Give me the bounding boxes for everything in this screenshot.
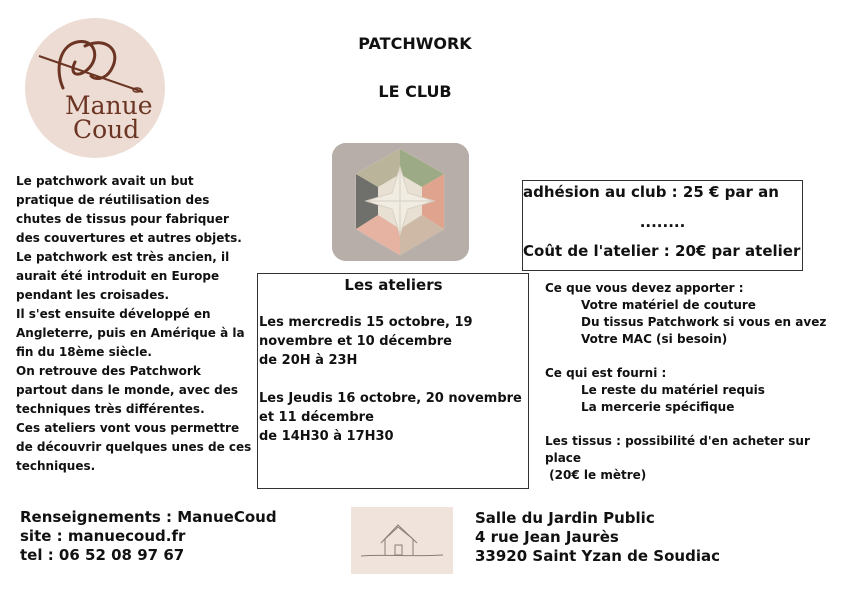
- logo-line2: Coud: [73, 115, 140, 144]
- contact-name: Renseignements : ManueCoud: [20, 508, 277, 526]
- logo-line1: Manue: [65, 91, 153, 120]
- intro-paragraph: On retrouve des Patchwork partout dans le monde, avec des techniques très différentes.: [16, 364, 238, 416]
- session2-days: Les Jeudis 16 octobre, 20 novembre et 11 décembre: [259, 391, 522, 425]
- session2-hours: de 14H30 à 17H30: [259, 429, 394, 444]
- price-separator: ........: [639, 213, 686, 231]
- provided-item: La mercerie spécifique: [581, 400, 735, 414]
- venue-city: 33920 Saint Yzan de Soudiac: [475, 547, 720, 565]
- fabrics-info: Les tissus : possibilité d'en acheter sur place: [545, 434, 810, 465]
- patchwork-star-photo: [332, 143, 469, 261]
- bring-item: Du tissus Patchwork si vous en avez: [581, 315, 827, 329]
- contact-site: site : manuecoud.fr: [20, 527, 186, 545]
- contact-phone: tel : 06 52 08 97 67: [20, 546, 185, 564]
- house-icon: [351, 507, 453, 574]
- venue-name: Salle du Jardin Public: [475, 509, 655, 527]
- manuecoud-logo: [25, 18, 165, 158]
- intro-paragraph: Le patchwork est très ancien, il aurait été introduit en Europe pendant les croisades.: [16, 250, 230, 302]
- venue-street: 4 rue Jean Jaurès: [475, 528, 619, 546]
- session1-hours: de 20H à 23H: [259, 353, 358, 368]
- needle-thread-icon: [25, 18, 165, 158]
- intro-paragraph: Ces ateliers vont vous permettre de découvrir quelques unes de ces techniques.: [16, 421, 252, 473]
- provided-item: Le reste du matériel requis: [581, 383, 765, 397]
- price-box: [522, 180, 803, 271]
- page-title: PATCHWORK: [358, 34, 472, 53]
- venue-address: [475, 509, 720, 566]
- adhesion-fee: adhésion au club : 25 € par an: [523, 183, 779, 201]
- fabrics-price: (20€ le mètre): [545, 468, 647, 482]
- page-subtitle: LE CLUB: [378, 82, 452, 101]
- intro-paragraph: Le patchwork avait un but pratique de réutilisation des chutes de tissus pour fabriquer des couvertures et autres objets.: [16, 174, 242, 245]
- contact-info: [20, 508, 277, 565]
- intro-paragraph: Il s'est ensuite développé en Angleterre, puis en Amérique à la fin du 18ème siècle.: [16, 307, 245, 359]
- bring-heading: Ce que vous devez apporter :: [545, 281, 744, 295]
- ateliers-heading: Les ateliers: [344, 276, 443, 294]
- provided-heading: Ce qui est fourni :: [545, 366, 667, 380]
- practical-info: [545, 280, 835, 484]
- session1-days: Les mercredis 15 octobre, 19 novembre et 10 décembre: [259, 315, 473, 349]
- bring-item: Votre matériel de couture: [581, 298, 756, 312]
- ateliers-box: [257, 273, 529, 489]
- bring-item: Votre MAC (si besoin): [581, 332, 728, 346]
- atelier-cost: Coût de l'atelier : 20€ par atelier: [523, 242, 801, 260]
- intro-text: [16, 172, 252, 476]
